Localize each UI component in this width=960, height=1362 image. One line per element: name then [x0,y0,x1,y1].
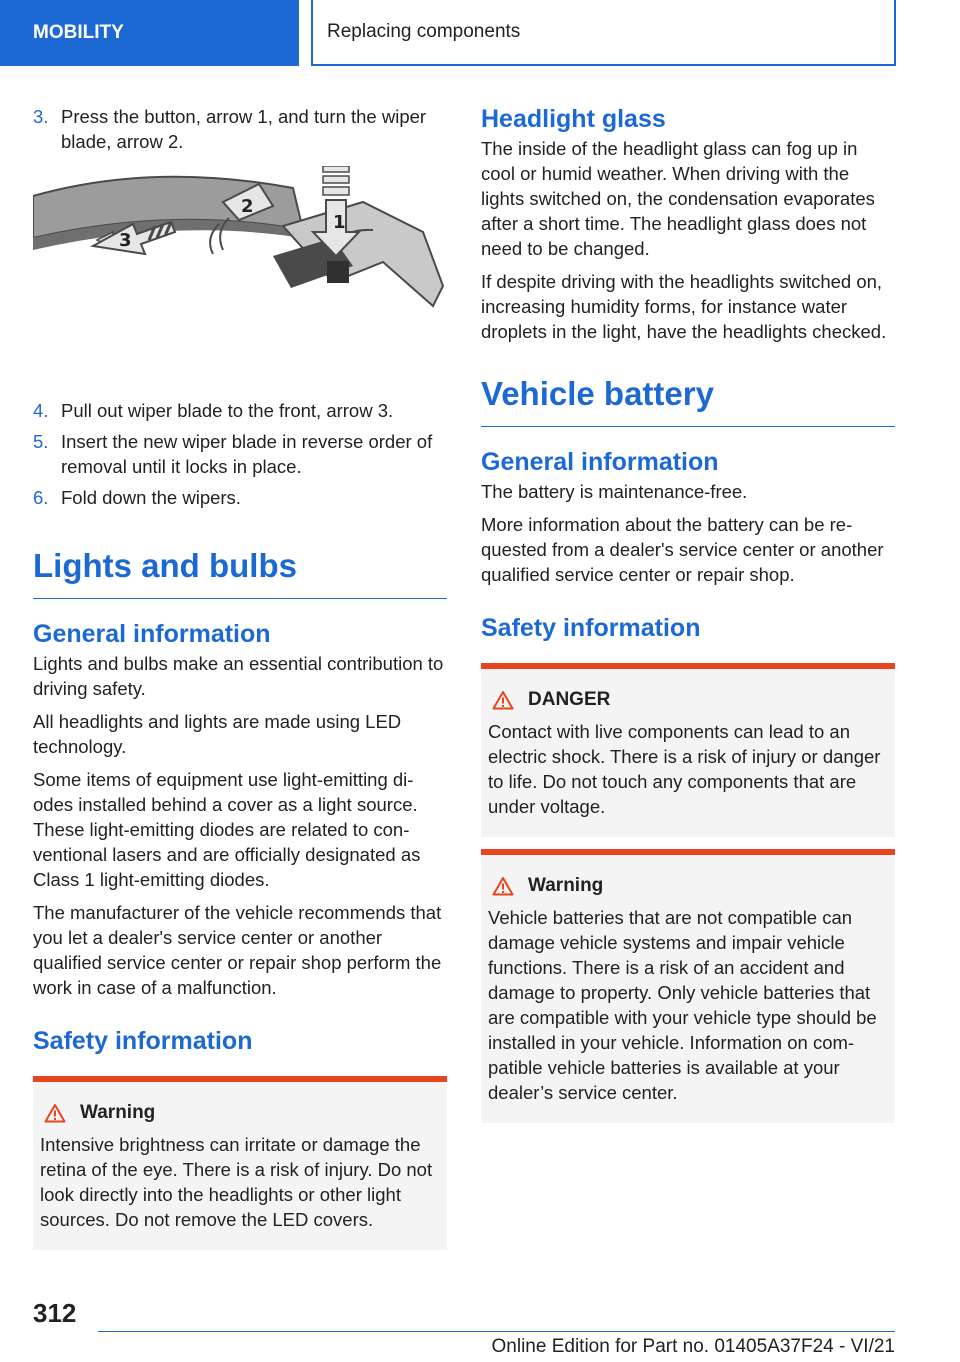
paragraph: Some items of equipment use light-emitting diodes installed behind a cover as a light source. These light-emitting diodes are related to conventional lasers and are officially designated as Class 1 light-emitting diodes. [33,769,421,890]
left-column [33,104,447,1250]
step-number: 4. [33,400,49,421]
wiper-blade-figure [33,166,447,392]
paragraph: The manufacturer of the vehicle recommends that you let a dealer's service center or another qualified service center or repair shop perform the work in case of a malfunction. [33,902,442,998]
heading-headlight-glass: Headlight glass [481,105,666,133]
step-text: Insert the new wiper blade in reverse order of removal until it locks in place. [61,431,433,477]
step-number: 3. [33,106,49,127]
danger-triangle-icon [492,690,514,710]
page-number: 312 [33,1298,77,1328]
paragraph: The inside of the headlight glass can fog up in cool or humid weather. When driving with the lights switched on, the condensation evaporates after a short time. The headlight glass does not need to be changed. [481,138,875,259]
warning-box [481,849,895,1123]
step-text: Pull out wiper blade to the front, arrow 3. [61,400,394,421]
right-column [481,104,895,1123]
heading-lights-and-bulbs: Lights and bulbs [33,546,447,599]
warning-title: Warning [80,1102,156,1123]
warning-text: Vehicle batteries that are not compatible can damage vehicle systems and impair vehicle functions. There is a risk of an accident and damage to property. Only vehicle batteries that are compatible with your vehicle type should be installed in your vehicle. Information on compatible vehicle batteries is available at your dealer’s service center. [488,907,877,1103]
warning-triangle-icon [44,1103,66,1123]
paragraph: More information about the battery can be requested from a dealer's service center or another qualified service center or repair shop. [481,514,884,585]
chapter-title: Replacing components [311,0,896,66]
paragraph: If despite driving with the headlights switched on, increasing humidity forms, for instance water droplets in the light, have the headlights checked. [481,271,887,342]
step-4 [33,398,447,423]
paragraph: Lights and bulbs make an essential contribution to driving safety. [33,653,444,699]
danger-text: Contact with live components can lead to an electric shock. There is a risk of injury or danger to life. Do not touch any components that are under voltage. [488,721,881,817]
warning-triangle-icon [492,876,514,896]
danger-box [481,663,895,837]
wiper-blade-illustration [33,166,447,392]
step-text: Press the button, arrow 1, and turn the wiper blade, arrow 2. [61,106,427,152]
section-tab: MOBILITY [0,0,299,66]
step-6 [33,485,447,510]
arrow-label-1: 1 [333,212,346,233]
heading-vehicle-battery: Vehicle battery [481,374,895,427]
edition-text: Online Edition for Part no. 01405A37F24 - VI/21 [491,1336,895,1357]
footer-divider [98,1331,895,1332]
heading-general-information: General information [33,620,271,648]
step-number: 5. [33,431,49,452]
heading-safety-information: Safety information [481,614,701,642]
paragraph: The battery is maintenance-free. [481,481,748,502]
step-text: Fold down the wipers. [61,487,241,508]
paragraph: All headlights and lights are made using LED technology. [33,711,402,757]
warning-text: Intensive brightness can irritate or damage the retina of the eye. There is a risk of injury. Do not look directly into the headlights or other light sources. Do not remove the LED covers. [40,1134,433,1230]
step-5 [33,429,447,479]
step-number: 6. [33,487,49,508]
heading-safety-information: Safety information [33,1027,253,1055]
heading-general-information: General information [481,448,719,476]
step-3 [33,104,447,154]
danger-title: DANGER [528,689,611,710]
warning-title: Warning [528,875,604,896]
arrow-label-2: 2 [241,196,254,217]
arrow-label-3: 3 [119,230,132,251]
warning-box [33,1076,447,1250]
